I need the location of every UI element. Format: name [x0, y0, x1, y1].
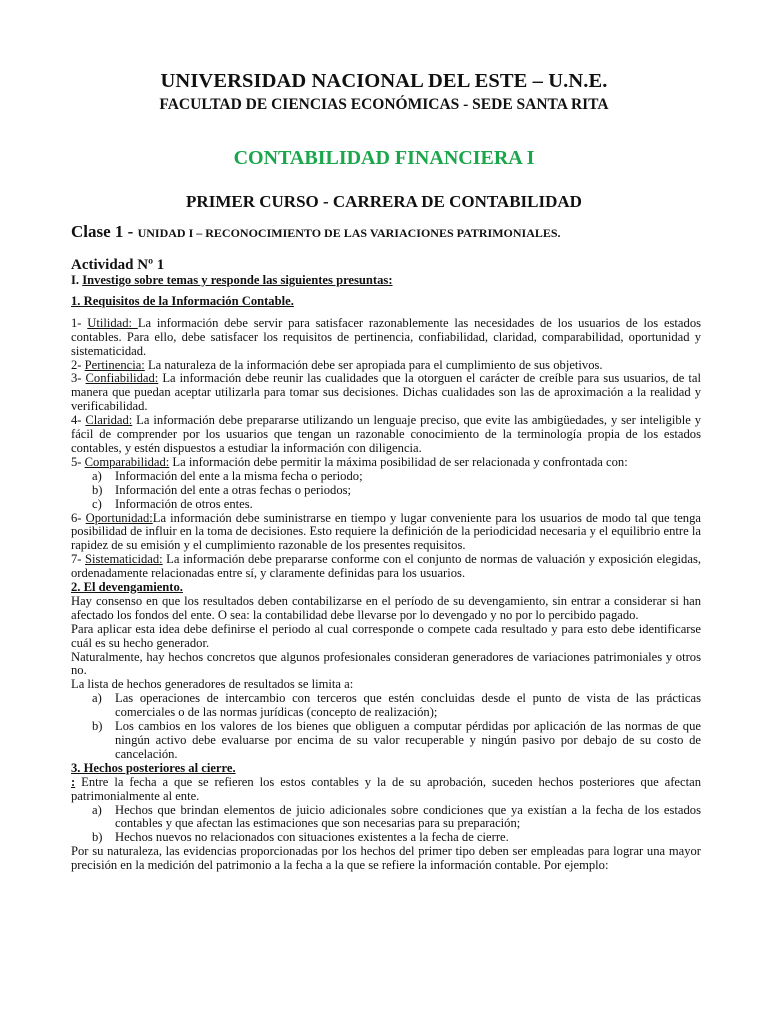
- requirement-item: 5- Comparabilidad: La información debe permitir la máxima posibilidad de ser relacionada y confrontada con:: [71, 454, 628, 469]
- requirement-item: 6- Oportunidad:La información debe suministrarse en tiempo y lugar conveniente para los usuarios de modo tal que tenga posibilidad de influir en la toma de decisiones. Esto requiere la definición de la periodicidad necesaria y el equilibrio entre la rapidez de su emisión y el cumplimiento razonable de los presentes requisitos.: [71, 510, 701, 553]
- course-title: CONTABILIDAD FINANCIERA I: [233, 147, 535, 169]
- list-item: b) Hechos nuevos no relacionados con situaciones existentes a la fecha de cierre.: [92, 830, 509, 845]
- document-body: [71, 257, 701, 873]
- devengamiento-list: [71, 692, 701, 762]
- list-item: a) Información del ente a la misma fecha o periodo;: [92, 468, 363, 483]
- section3-title: 3. Hechos posteriores al cierre.: [71, 760, 236, 775]
- first-course-title: PRIMER CURSO - CARRERA DE CONTABILIDAD: [186, 192, 582, 211]
- paragraph: Naturalmente, hay hechos concretos que algunos profesionales consideran generadores de variaciones patrimoniales y otros no.: [71, 649, 701, 678]
- list-item: b) Los cambios en los valores de los bienes que obliguen a computar pérdidas por aplicación de las normas de que ningún activo debe evaluarse por encima de su valor recuperable y ningún pasivo por debajo de su costo de cancelación.: [92, 719, 701, 761]
- paragraph: Para aplicar esta idea debe definirse el periodo al cual corresponde o compete cada resultado y para esto debe identificarse cuál es su hecho generador.: [71, 621, 701, 650]
- paragraph: La lista de hechos generadores de resultados se limita a:: [71, 677, 354, 692]
- requirement-item: 2- Pertinencia: La naturaleza de la información debe ser apropiada para el cumplimiento de sus objetivos.: [71, 357, 603, 372]
- faculty-title: FACULTAD DE CIENCIAS ECONÓMICAS - SEDE SANTA RITA: [159, 96, 609, 113]
- comparabilidad-list: [71, 470, 701, 512]
- requirement-item: 7- Sistematicidad: La información debe prepararse conforme con el conjunto de normas de valuación y exposición elegidas, ordenadamente relacionadas entre sí, y claramente definidas para los usuarios.: [71, 552, 701, 581]
- paragraph: : Entre la fecha a que se refieren los estos contables y la de su aprobación, suceden hechos posteriores que afectan patrimonialmente al ente.: [71, 774, 701, 803]
- class-label: Clase 1 -: [71, 222, 138, 241]
- section1-title: 1. Requisitos de la Información Contable.: [71, 293, 294, 308]
- class-heading: [71, 222, 708, 242]
- unit-title: UNIDAD I – RECONOCIMIENTO DE LAS VARIACIONES PATRIMONIALES.: [137, 226, 561, 240]
- requirement-item: 4- Claridad: La información debe prepararse utilizando un lenguaje preciso, que evite las ambigüedades, y ser inteligible y fácil de comprender por los usuarios que tengan un razonable conocimiento de la terminología propia de los estados contables, y estén dispuestos a estudiar la información con diligencia.: [71, 413, 701, 455]
- paragraph: Hay consenso en que los resultados deben contabilizarse en el período de su devengamiento, sin entrar a considerar si han afectado los fondos del ente. O sea: la contabilidad debe llevarse por lo devengado y no por lo percibido pagado.: [71, 593, 701, 622]
- hechos-list: [71, 804, 701, 846]
- section2-title: 2. El devengamiento.: [71, 580, 183, 595]
- list-item: a) Hechos que brindan elementos de juicio adicionales sobre condiciones que ya existían a la fecha de los estados contables y que afectan las estimaciones que son necesarias para su preparación;: [92, 802, 701, 831]
- requirement-item: 1- Utilidad: La información debe servir para satisfacer razonablemente las necesidades de los usuarios de los estados contables. Para ello, debe satisfacer los requisitos de pertinencia, confiabilidad, claridad, comparabilidad, oportunidad y sistematicidad.: [71, 315, 702, 358]
- list-item: b) Información del ente a otras fechas o periodos;: [92, 482, 352, 497]
- instruction-text: Investigo sobre temas y responde las siguientes presuntas:: [82, 273, 393, 287]
- university-title: UNIVERSIDAD NACIONAL DEL ESTE – U.N.E.: [160, 70, 608, 92]
- activity-instruction: I. Investigo sobre temas y responde las siguientes presuntas:: [71, 273, 393, 287]
- requirement-item: 3- Confiabilidad: La información debe reunir las cualidades que la otorguen el carácter de creíble para sus usuarios, de tal manera que puedan aceptar utilizarla para tomar sus decisiones. Dichas cualidades son las de aproximación a la realidad y verificabilidad.: [71, 371, 701, 414]
- paragraph: Por su naturaleza, las evidencias proporcionadas por los hechos del primer tipo deben ser empleadas para lograr una mayor precisión en la medición del patrimonio a la fecha a la que se refiere la información contable. Por ejemplo:: [71, 844, 701, 873]
- list-item: c) Información de otros entes.: [92, 496, 253, 511]
- list-item: a) Las operaciones de intercambio con terceros que estén concluidas desde el punto de vista de las prácticas comerciales o de las normas jurídicas (concepto de realización);: [92, 691, 701, 720]
- activity-title: Actividad Nº 1: [71, 257, 165, 273]
